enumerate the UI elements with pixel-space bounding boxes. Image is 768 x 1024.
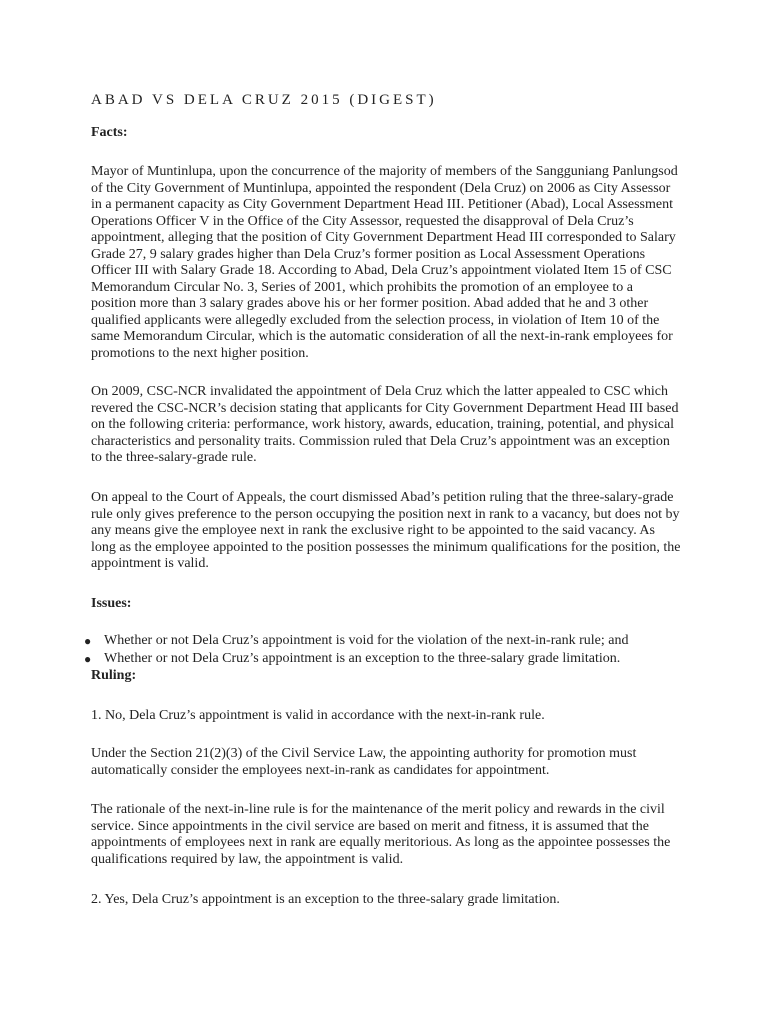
- ruling-paragraph-2: Under the Section 21(2)(3) of the Civil Service Law, the appointing authority for promotion must automatically consider the employees next-in-rank as candidates for appointment.: [91, 746, 637, 778]
- document-title: ABAD VS DELA CRUZ 2015 (DIGEST): [91, 92, 437, 108]
- issue-text: Whether or not Dela Cruz’s appointment is void for the violation of the next-in-rank rule; and: [104, 633, 629, 648]
- facts-paragraph-1: Mayor of Muntinlupa, upon the concurrence of the majority of members of the Sangguniang Panlungsod of the City Government of Muntinlupa, appointed the respondent (Dela Cruz) on 2006 as City Assessor in a permanent capacity as City Government Department Head III. Petitioner (Abad), Local Assessment Operations Officer V in the Office of the City Assessor, requested the disapproval of Dela Cruz’s appointment, alleging that the position of City Government Department Head III corresponded to Salary Grade 27, 9 salary grades higher than Dela Cruz’s former position as Local Assessment Operations Officer III with Salary Grade 18. According to Abad, Dela Cruz’s appointment violated Item 15 of CSC Memorandum Circular No. 3, Series of 2001, which prohibits the promotion of an employee to a position more than 3 salary grades above his or her former position. Abad added that he and 3 other qualified applicants were allegedly excluded from the selection process, in violation of Item 10 of the same Memorandum Circular, which is the automatic consideration of all the next-in-rank employees for promotions to the next higher position.: [91, 164, 678, 361]
- facts-heading: Facts:: [91, 125, 128, 140]
- issues-list: [0, 632, 700, 668]
- ruling-paragraph-3: The rationale of the next-in-line rule is for the maintenance of the merit policy and rewards in the civil service. Since appointments in the civil service are based on merit and fitness, it is assumed that the appointments of employees next in rank are equally meritorious. As long as the appointee possesses the qualifications required by law, the appointment is valid.: [91, 802, 671, 867]
- facts-paragraph-3: On appeal to the Court of Appeals, the court dismissed Abad’s petition ruling that the three-salary-grade rule only gives preference to the person occupying the position next in rank to a vacancy, but does not by any means give the employee next in rank the exclusive right to be appointed to the said vacancy. As long as the employee appointed to the position possesses the minimum qualifications for the position, the appointment is valid.: [91, 490, 681, 571]
- bullet-icon: ●: [84, 652, 92, 666]
- issue-item-1: [0, 632, 700, 650]
- issue-item-2: [0, 650, 700, 668]
- ruling-heading: Ruling:: [91, 668, 137, 683]
- ruling-paragraph-1: 1. No, Dela Cruz’s appointment is valid in accordance with the next-in-rank rule.: [91, 708, 545, 723]
- ruling-paragraph-4: 2. Yes, Dela Cruz’s appointment is an exception to the three-salary grade limitation.: [91, 892, 560, 907]
- issue-text: Whether or not Dela Cruz’s appointment is an exception to the three-salary grade limitation.: [104, 651, 621, 666]
- facts-paragraph-2: On 2009, CSC-NCR invalidated the appointment of Dela Cruz which the latter appealed to CSC which revered the CSC-NCR’s decision stating that applicants for City Government Department Head III based on the following criteria: performance, work history, awards, education, training, potential, and physical characteristics and personality traits. Commission ruled that Dela Cruz’s appointment was an exception to the three-salary-grade rule.: [91, 384, 679, 465]
- issues-heading: Issues:: [91, 596, 132, 611]
- bullet-icon: ●: [84, 634, 92, 648]
